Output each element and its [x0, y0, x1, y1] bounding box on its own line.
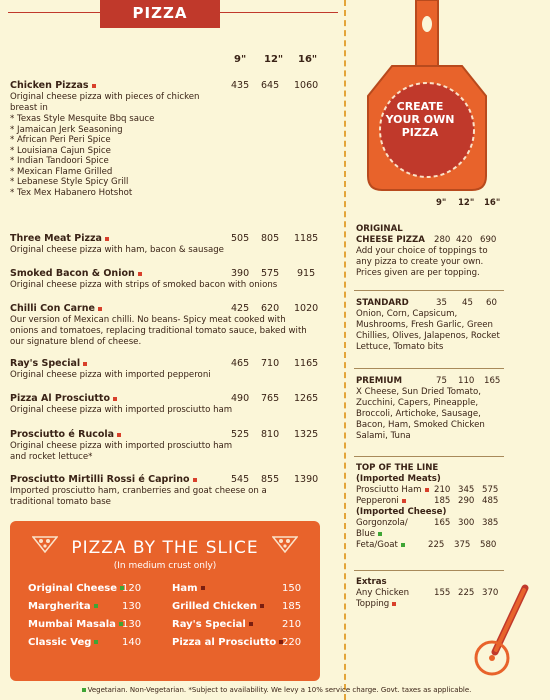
slice-item — [172, 637, 302, 648]
nonveg-marker — [117, 433, 121, 437]
slice-name: Original Cheese — [28, 583, 117, 594]
price: 580 — [480, 540, 497, 550]
slice-subtitle: (In medium crust only) — [113, 561, 217, 571]
menu-item-rays-special — [10, 358, 325, 381]
nonveg-marker — [138, 272, 142, 276]
create-line: PIZZA — [401, 126, 439, 139]
slice-name: Mumbai Masala — [28, 619, 116, 630]
slice-price: 220 — [282, 637, 302, 648]
nonveg-marker — [83, 362, 87, 366]
price-16: 1020 — [294, 303, 319, 314]
price: 75 — [436, 376, 447, 386]
item-name: Ray's Special — [10, 358, 81, 369]
price-12: 620 — [261, 303, 280, 314]
item-desc: Our version of Mexican chilli. No beans- Spicy meat cooked with onions and tomatoes, replacing traditional tomato sauce, baked with our signature blend of cheese. — [10, 315, 307, 347]
price-9: 435 — [231, 80, 250, 91]
price-9: 505 — [231, 233, 250, 244]
section-label: PREMIUM — [356, 376, 403, 386]
create-your-own-badge — [380, 100, 460, 139]
price: 165 — [484, 376, 501, 386]
price: 370 — [482, 588, 499, 598]
price: 345 — [458, 485, 475, 495]
toppings-list: Onion, Corn, Capsicum, Mushrooms, Fresh Garlic, Green Chillies, Olives, Jalapenos, Rocket Lettuce, Tomato bits — [356, 309, 500, 352]
menu-item-three-meat — [10, 233, 325, 256]
option: * Tex Mex Habanero Hotshot — [10, 187, 133, 198]
slice-panel — [10, 521, 320, 681]
price: 575 — [482, 485, 499, 495]
item-desc: Original cheese pizza with strips of smoked bacon with onions — [10, 280, 278, 290]
price-9: 390 — [231, 268, 250, 279]
option: * Indian Tandoori Spice — [10, 156, 109, 166]
topping-name: Feta/Goat — [356, 540, 398, 550]
item-desc: Imported prosciutto ham, cranberries and goat cheese on a traditional tomato base — [10, 486, 267, 507]
slice-price: 150 — [282, 583, 302, 594]
section-label: STANDARD — [356, 298, 409, 308]
price-9: 465 — [231, 358, 250, 369]
slice-item — [172, 601, 302, 612]
slice-item — [172, 583, 302, 594]
price: 290 — [458, 496, 475, 506]
item-desc: Original cheese pizza with ham, bacon & sausage — [10, 245, 224, 255]
price-16: 1060 — [294, 80, 319, 91]
slice-name: Pizza al Prosciutto — [172, 637, 277, 648]
price: 45 — [462, 298, 473, 308]
item-name: Pizza Al Prosciutto — [10, 393, 111, 404]
slice-title: PIZZA BY THE SLICE — [71, 538, 259, 558]
menu-item-prosciutto-rucola — [10, 429, 325, 463]
slice-price: 185 — [282, 601, 302, 612]
item-name: Smoked Bacon & Onion — [10, 268, 135, 279]
price: 210 — [434, 485, 451, 495]
price: 280 — [434, 235, 451, 245]
header-rule-left — [8, 12, 100, 13]
nonveg-marker — [113, 397, 117, 401]
menu-item-chicken-pizzas — [10, 80, 325, 198]
price-16: 1390 — [294, 474, 319, 485]
original-cheese-section — [356, 224, 504, 279]
item-desc: Original cheese pizza with pieces of chicken breast in — [10, 92, 200, 113]
menu-item-prosciutto-mirtilli — [10, 474, 325, 508]
price-9: 545 — [231, 474, 250, 485]
price: 35 — [436, 298, 447, 308]
option: * Louisiana Cajun Spice — [10, 145, 111, 156]
price-16: 915 — [297, 268, 316, 279]
size-12: 12" — [458, 198, 475, 208]
nonveg-marker — [92, 84, 96, 88]
price: 185 — [434, 496, 451, 506]
price-12: 765 — [261, 393, 280, 404]
size-12: 12" — [264, 54, 284, 65]
price: 485 — [482, 496, 499, 506]
price-12: 805 — [261, 233, 280, 244]
price-9: 490 — [231, 393, 250, 404]
section-desc: Add your choice of toppings to any pizza to create your own. Prices given are per topping. — [356, 246, 488, 278]
topping-name: Any Chicken Topping — [356, 588, 410, 609]
item-desc: Original cheese pizza with imported prosciutto ham — [10, 405, 233, 415]
price: 60 — [486, 298, 497, 308]
price: 225 — [458, 588, 475, 598]
slice-item — [172, 619, 302, 630]
price: 420 — [456, 235, 473, 245]
menu-item-pizza-al-prosciutto — [10, 393, 325, 416]
price-16: 1265 — [294, 393, 319, 404]
price: 110 — [458, 376, 475, 386]
topping-name: Gorgonzola/ Blue — [356, 518, 408, 539]
create-line: CREATE — [396, 100, 444, 113]
price-16: 1325 — [294, 429, 319, 440]
item-desc: Original cheese pizza with imported prosciutto ham and rocket lettuce* — [10, 441, 233, 462]
price-16: 1185 — [294, 233, 319, 244]
item-name: Prosciutto Mirtilli Rossi é Caprino — [10, 474, 190, 485]
price: 155 — [434, 588, 451, 598]
nonveg-marker — [193, 478, 197, 482]
size-9: 9" — [234, 54, 247, 65]
option: * Texas Style Mesquite Bbq sauce — [10, 114, 155, 124]
sub-label: (Imported Meats) — [356, 474, 441, 484]
menu-item-smoked-bacon — [10, 268, 325, 291]
column-divider — [344, 0, 346, 700]
price-12: 645 — [261, 80, 280, 91]
price: 225 — [428, 540, 445, 550]
header-rule-right — [220, 12, 338, 13]
page-title: PIZZA — [132, 4, 188, 22]
item-name: Chicken Pizzas — [10, 80, 89, 91]
nonveg-marker — [105, 237, 109, 241]
divider — [354, 290, 504, 291]
price: 375 — [454, 540, 471, 550]
price-12: 810 — [261, 429, 280, 440]
divider — [354, 368, 504, 369]
slice-price: 120 — [122, 583, 142, 594]
topping-name: Prosciutto Ham — [356, 485, 422, 495]
price-16: 1165 — [294, 358, 319, 369]
option: * African Peri Peri Spice — [10, 135, 111, 145]
header-bar — [0, 0, 340, 30]
divider — [354, 570, 504, 571]
item-name: Prosciutto é Rucola — [10, 429, 115, 440]
slice-item — [28, 619, 142, 630]
size-16: 16" — [298, 54, 318, 65]
option: * Jamaican Jerk Seasoning — [10, 124, 123, 135]
price-9: 525 — [231, 429, 250, 440]
nonveg-marker — [98, 307, 102, 311]
footer-note — [0, 686, 550, 694]
slice-item — [28, 583, 142, 594]
chicken-options — [10, 114, 325, 198]
slice-name: Grilled Chicken — [172, 601, 257, 612]
price: 300 — [458, 518, 475, 528]
top-of-line-section — [356, 463, 504, 551]
footer-text: Vegetarian. Non-Vegetarian. *Subject to availability. We levy a 10% service charge. Govt. taxes as applicable. — [87, 686, 472, 694]
slice-name: Margherita — [28, 601, 91, 612]
option: * Lebanese Style Spicy Grill — [10, 177, 129, 187]
topping-name: Pepperoni — [356, 496, 399, 506]
price: 385 — [482, 518, 499, 528]
size-16: 16" — [484, 198, 501, 208]
price-12: 710 — [261, 358, 280, 369]
toppings-list: X Cheese, Sun Dried Tomato, Zucchini, Capers, Pineapple, Broccoli, Artichoke, Sausage, Bacon, Ham, Smoked Chicken Salami, Tuna — [356, 387, 485, 441]
price: 690 — [480, 235, 497, 245]
item-name: Chilli Con Carne — [10, 303, 95, 314]
divider — [354, 456, 504, 457]
pizza-cutter-icon — [470, 580, 540, 680]
pizza-peel-icon — [362, 0, 492, 195]
item-name: Three Meat Pizza — [10, 233, 102, 244]
slice-name: Ray's Special — [172, 619, 246, 630]
option: * Mexican Flame Grilled — [10, 166, 113, 177]
section-label: ORIGINAL — [356, 224, 403, 234]
price: 165 — [434, 518, 451, 528]
slice-name: Classic Veg — [28, 637, 92, 648]
section-label: CHEESE PIZZA — [356, 235, 425, 245]
slice-item — [28, 601, 142, 612]
price-12: 575 — [261, 268, 280, 279]
price-9: 425 — [231, 303, 250, 314]
section-label: Extras — [356, 577, 387, 587]
price-12: 855 — [261, 474, 280, 485]
section-label: TOP OF THE LINE — [356, 463, 439, 473]
sub-label: (Imported Cheese) — [356, 507, 447, 517]
standard-section — [356, 298, 504, 353]
slice-item — [28, 637, 142, 648]
create-line: YOUR OWN — [385, 113, 455, 126]
item-desc: Original cheese pizza with imported pepperoni — [10, 370, 211, 380]
slice-price: 140 — [122, 637, 142, 648]
size-9: 9" — [436, 198, 447, 208]
slice-name: Ham — [172, 583, 198, 594]
premium-section — [356, 376, 504, 442]
menu-item-chilli-con-carne — [10, 303, 325, 348]
slice-price: 130 — [122, 619, 142, 630]
slice-price: 210 — [282, 619, 302, 630]
slice-price: 130 — [122, 601, 142, 612]
